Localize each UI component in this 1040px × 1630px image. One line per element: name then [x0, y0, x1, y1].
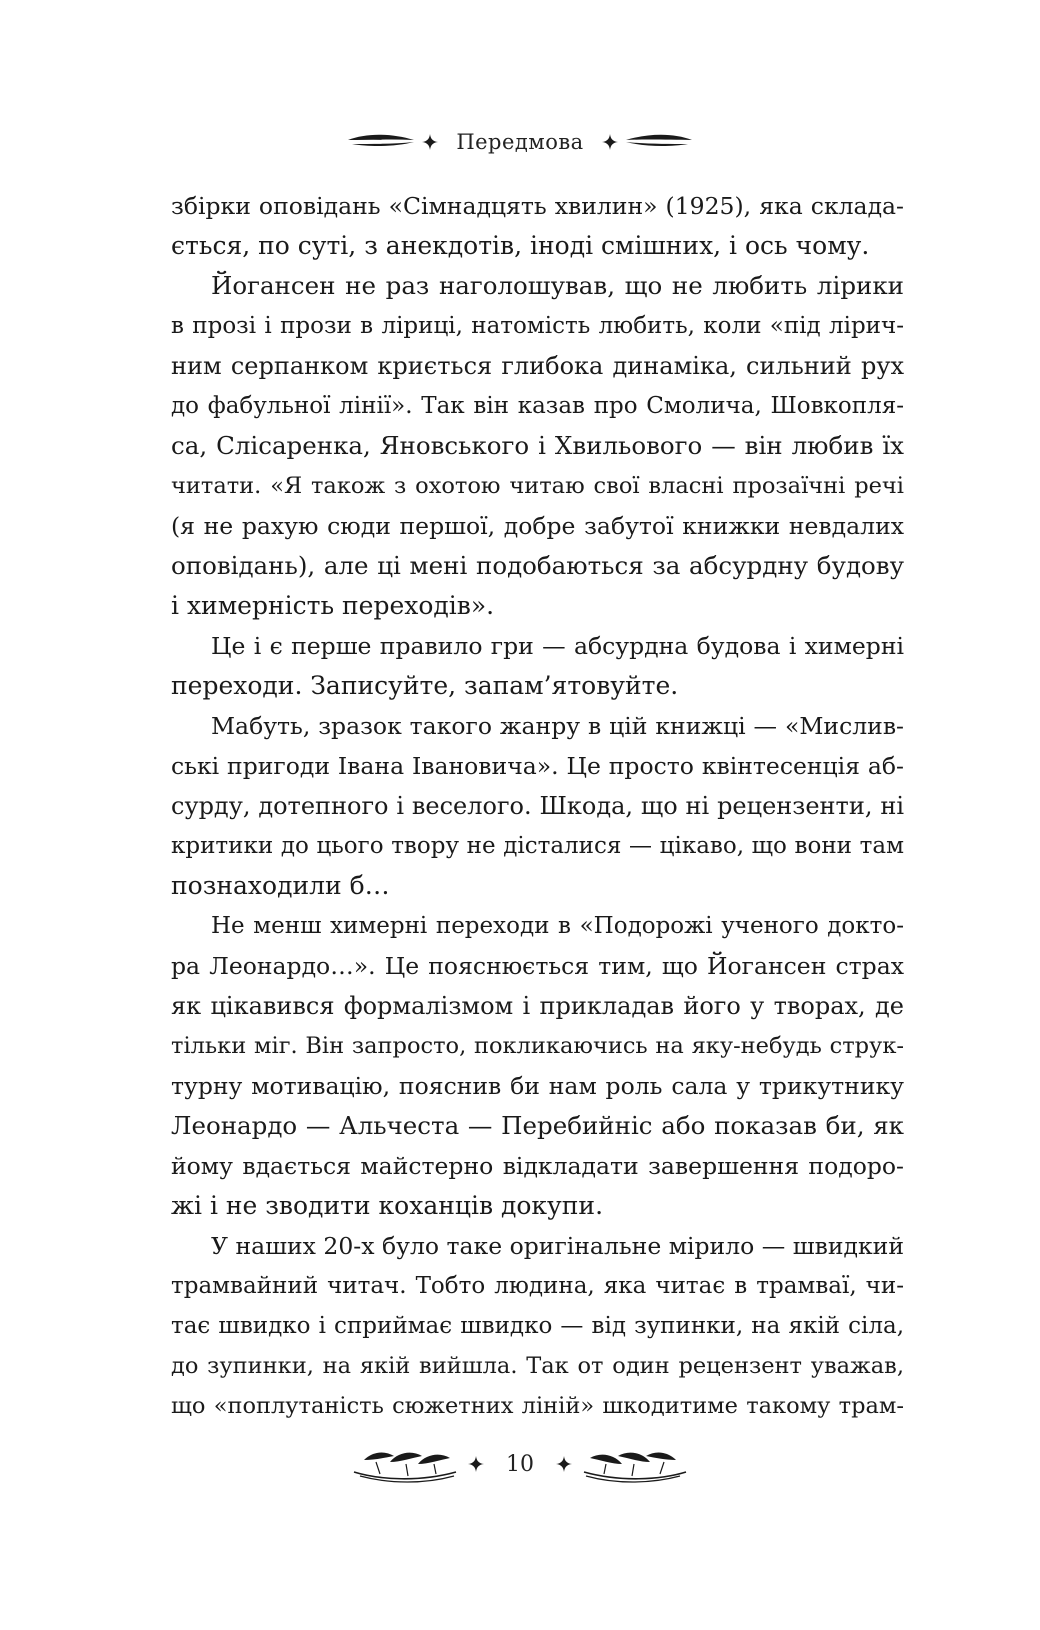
text-line: трамвайний читач. Тобто людина, яка читає в трамваї, чи-: [171, 1273, 904, 1299]
star-icon: [422, 134, 438, 150]
text-line: (я не рахую сюди першої, добре забутої книжки невдалих: [171, 512, 904, 540]
text-line: Це і є перше правило гри — абсурдна будова і химерні: [211, 632, 904, 660]
text-line: ські пригоди Івана Івановича». Це просто квінтесенція аб-: [171, 752, 904, 780]
text-line: жі і не зводити коханців докупи.: [171, 1191, 604, 1220]
text-line: до зупинки, на якій вийшла. Так от один рецензент уважав,: [171, 1353, 904, 1379]
text-line: познаходили б…: [171, 871, 390, 900]
running-head-title: Передмова: [456, 130, 584, 154]
text-line: збірки оповідань «Сімнадцять хвилин» (1925), яка склада-: [171, 192, 904, 220]
text-line: ним серпанком криється глибока динаміка, сильний рух: [171, 352, 904, 380]
text-line: сурду, дотепного і веселого. Шкода, що ні рецензенти, ні: [171, 792, 904, 820]
text-line: в прозі і прози в ліриці, натомість любить, коли «під лірич-: [171, 313, 904, 339]
star-icon: [602, 134, 618, 150]
text-line: оповідань), але ці мені подобаються за абсурдну будову: [171, 551, 904, 580]
text-line: У наших 20-х було таке оригінальне мірило — швидкий: [211, 1232, 904, 1260]
reed-ornament-left-icon: [350, 1442, 460, 1486]
star-icon: [468, 1456, 484, 1472]
text-line: Йогансен не раз наголошував, що не любить лірики: [211, 271, 904, 300]
text-line: як цікавився формалізмом і прикладав його у творах, де: [171, 992, 904, 1020]
text-line: критики до цього твору не дісталися — цікаво, що вони там: [171, 833, 904, 859]
leaf-ornament-right-icon: [624, 131, 694, 153]
text-line: Мабуть, зразок такого жанру в цій книжці — «Мислив-: [211, 712, 904, 740]
reed-ornament-right-icon: [580, 1442, 690, 1486]
text-line: читати. «Я також з охотою читаю свої власні прозаїчні речі: [171, 473, 904, 499]
body-text: [171, 186, 904, 1426]
text-line: і химерність переходів».: [171, 591, 495, 620]
text-line: переходи. Записуйте, запам’ятовуйте.: [171, 671, 679, 700]
text-line: до фабульної лінії». Так він казав про Смолича, Шовкопля-: [171, 393, 904, 419]
leaf-ornament-left-icon: [346, 131, 416, 153]
text-line: Леонардо — Альчеста — Перебийніс або показав би, як: [171, 1111, 904, 1140]
star-icon: [556, 1456, 572, 1472]
text-line: тає швидко і сприймає швидко — від зупинки, на якій сіла,: [171, 1313, 904, 1339]
text-line: турну мотивацію, пояснив би нам роль сала у трикутнику: [171, 1072, 904, 1100]
page-footer: [0, 1434, 1040, 1494]
text-line: ється, по суті, з анекдотів, іноді смішних, і ось чому.: [171, 231, 870, 260]
text-line: тільки міг. Він запросто, покликаючись на яку-небудь струк-: [171, 1033, 904, 1059]
text-line: са, Слісаренка, Яновського і Хвильового — він любив їх: [171, 431, 904, 460]
text-line: йому вдається майстерно відкладати завершення подоро-: [171, 1152, 904, 1180]
text-line: ра Леонардо…». Це пояснюється тим, що Йогансен страх: [171, 952, 904, 980]
page-number: 10: [506, 1451, 534, 1477]
text-line: що «поплутаність сюжетних ліній» шкодитиме такому трам-: [171, 1393, 904, 1419]
running-head: [0, 122, 1040, 162]
text-line: Не менш химерні переходи в «Подорожі ученого докто-: [211, 913, 904, 939]
